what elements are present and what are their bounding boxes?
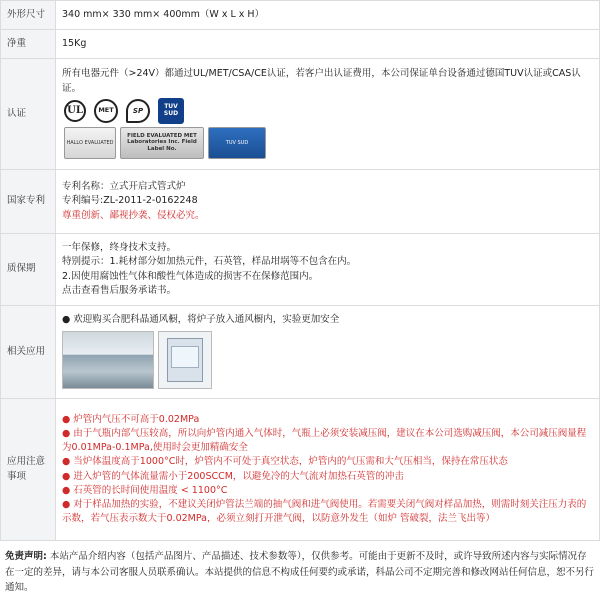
cert-card-image: HALLO EVALUATED <box>64 127 116 159</box>
note-item: ● 对于样品加热的实验，不建议关闭炉管法兰端的抽气阀和进气阀使用。若需要关闭气阀对样品加热，则需时刻关注压力表的示数，若气压表示数大于0.02MPa，必须立刻打开泄气阀，以防意外发生（如炉 管破裂，法兰飞出等） <box>62 499 587 525</box>
patent-name: 专利名称：立式开启式管式炉 <box>62 181 186 193</box>
fume-hood-image[interactable] <box>158 331 212 389</box>
value-size: 340 mm× 330 mm× 400mm（W x L x H） <box>56 1 600 30</box>
note-item: ● 由于气瓶内部气压较高，所以向炉管内通入气体时，气瓶上必须安装减压阀，建议在本公司选购减压阀，本公司减压阀量程为0.01MPa-0.1MPa,使用时会更加精确安全 <box>62 427 587 453</box>
value-cert <box>56 59 600 170</box>
row-cert <box>1 59 600 170</box>
cert-logos <box>64 98 593 124</box>
note-item: ● 石英管的长时间使用温度 < 1100°C <box>62 484 228 496</box>
related-text: ● 欢迎购买合肥科晶通风橱，将炉子放入通风橱内，实验更加安全 <box>62 313 340 325</box>
value-weight: 15Kg <box>56 30 600 59</box>
cert-cards <box>64 127 593 159</box>
hood-glass <box>171 346 199 368</box>
value-related <box>56 306 600 399</box>
row-related <box>1 306 600 399</box>
note-item: ● 进入炉管的气体流量需小于200SCCM，以避免冷的大气流对加热石英管的冲击 <box>62 470 404 482</box>
label-warranty: 质保期 <box>1 234 56 306</box>
disclaimer-title: 免责声明: <box>5 551 47 562</box>
row-weight <box>1 30 600 59</box>
service-promise-link[interactable]: 点击查看售后服务承诺书。 <box>62 284 177 296</box>
warranty-line: 一年保修，终身技术支持。 <box>62 242 177 253</box>
label-cert: 认证 <box>1 59 56 170</box>
label-notes: 应用注意事项 <box>1 399 56 541</box>
label-size: 外形尺寸 <box>1 1 56 30</box>
row-patent <box>1 170 600 234</box>
value-patent <box>56 170 600 234</box>
tuv-logo-top: TUV <box>164 103 178 111</box>
row-notes <box>1 399 600 541</box>
disclaimer-text: 本站产品介绍内容（包括产品图片、产品描述、技术参数等），仅供参考。可能由于更新不及时，或许导致所述内容与实际情况存在一定的差异，请与本公司客服人员联系确认。本站提供的信息不构成任何要约或承诺，科晶公司不定期完善和修改网站任何信息，恕不另行通知。 <box>5 551 595 594</box>
csa-logo-icon: SP <box>126 99 150 123</box>
row-size <box>1 1 600 30</box>
value-warranty <box>56 234 600 306</box>
note-item: ● 炉管内气压不可高于0.02MPa <box>62 413 200 425</box>
value-notes <box>56 399 600 541</box>
tuv-logo-icon <box>158 98 184 124</box>
related-photos <box>62 331 593 389</box>
tuv-card-image: TUV SUD <box>208 127 266 159</box>
patent-notice: 尊重创新、鄙视抄袭、侵权必究。 <box>62 209 205 221</box>
warranty-line: 2.因使用腐蚀性气体和酸性气体造成的损害不在保修范围内。 <box>62 270 319 282</box>
tuv-logo-bottom: SUD <box>163 109 179 117</box>
note-item: ● 当炉体温度高于1000°C时，炉管内不可处于真空状态，炉管内的气压需和大气压相当，保持在常压状态 <box>62 456 508 468</box>
label-weight: 净重 <box>1 30 56 59</box>
met-logo-icon: MET <box>94 99 118 123</box>
label-patent: 国家专利 <box>1 170 56 234</box>
met-label-image: FIELD EVALUATED MET Laboratories Inc. Field Label No. <box>120 127 204 159</box>
row-warranty <box>1 234 600 306</box>
ul-logo-icon: UL <box>64 100 86 122</box>
cert-text: 所有电器元件（>24V）都通过UL/MET/CSA/CE认证，若客户出认证费用，本公司保证单台设备通过德国TUV认证或CAS认证。 <box>62 68 581 94</box>
disclaimer <box>0 541 600 596</box>
label-related: 相关应用 <box>1 306 56 399</box>
lab-photo-image[interactable] <box>62 331 154 389</box>
warranty-line: 特别提示：1.耗材部分如加热元件，石英管，样品坩埚等不包含在内。 <box>62 256 357 268</box>
patent-number: 专利编号:ZL-2011-2-0162248 <box>62 195 198 207</box>
